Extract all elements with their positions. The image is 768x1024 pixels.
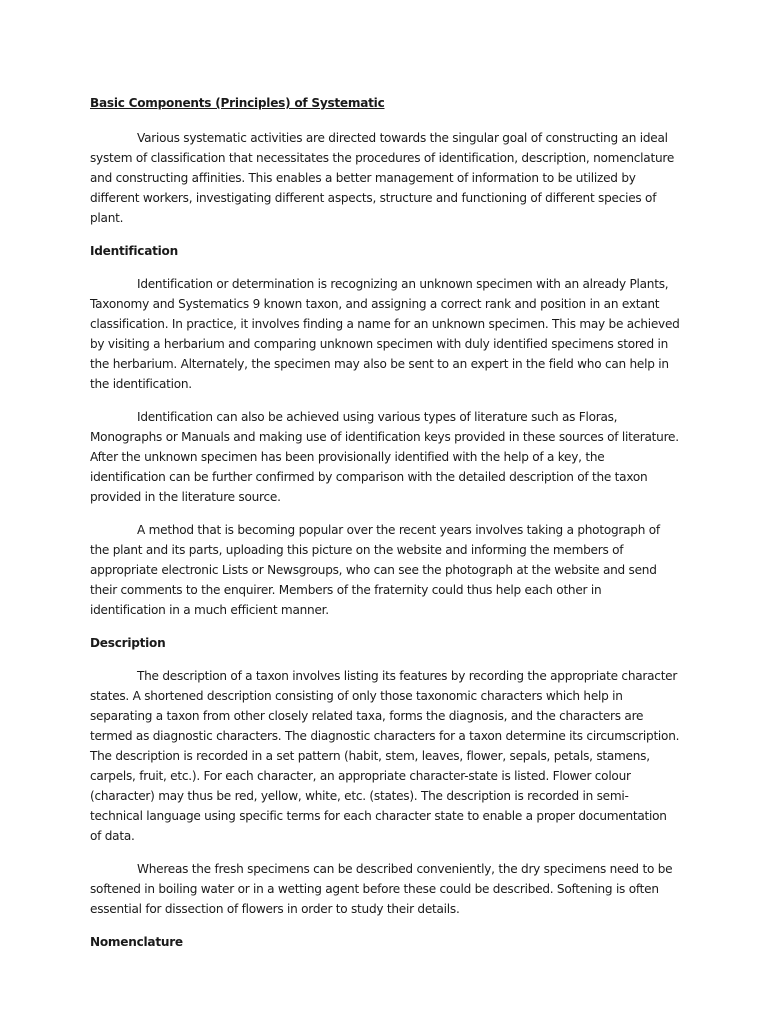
intro-paragraph: Various systematic activities are directed towards the singular goal of constructing an ideal system of classification that necessitates the procedures of identification, description, nomenclature and constructing affinities. This enables a better management of information to be utilized by different workers, investigating different aspects, structure and functioning of different species of plant. [90,131,675,225]
description-paragraph-1: The description of a taxon involves listing its features by recording the appropriate character states. A shortened description consisting of only those taxonomic characters which help in separating a taxon from other closely related taxa, forms the diagnosis, and the characters are termed as diagnostic characters. The diagnostic characters for a taxon determine its circumscription. The description is recorded in a set pattern (habit, stem, leaves, flower, sepals, petals, stamens, carpels, fruit, etc.). For each character, an appropriate character-state is listed. Flower colour (character) may thus be red, yellow, white, etc. (states). The description is recorded in semi-technical language using specific terms for each character state to enable a proper documentation of data. [90,669,680,843]
identification-paragraph-3: A method that is becoming popular over the recent years involves taking a photograph of the plant and its parts, uploading this picture on the website and informing the members of appropriate electronic Lists or Newsgroups, who can see the photograph at the website and send their comments to the enquirer. Members of the fraternity could thus help each other in identification in a much efficient manner. [90,523,660,617]
section-heading-nomenclature: Nomenclature [90,935,183,949]
description-paragraph-2: Whereas the fresh specimens can be described conveniently, the dry specimens need to be softened in boiling water or in a wetting agent before these could be described. Softening is often essential for dissection of flowers in order to study their details. [90,862,673,916]
section-heading-identification: Identification [90,244,178,258]
section-heading-description: Description [90,636,166,650]
identification-paragraph-2: Identification can also be achieved using various types of literature such as Floras, Monographs or Manuals and making use of identification keys provided in these sources of literature. After the unknown specimen has been provisionally identified with the help of a key, the identification can be further confirmed by comparison with the detailed description of the taxon provided in the literature source. [90,410,679,504]
document-page [90,93,680,965]
document-title: Basic Components (Principles) of Systematic [90,96,385,110]
identification-paragraph-1: Identification or determination is recognizing an unknown specimen with an already Plants, Taxonomy and Systematics 9 known taxon, and assigning a correct rank and position in an extant classification. In practice, it involves finding a name for an unknown specimen. This may be achieved by visiting a herbarium and comparing unknown specimen with duly identified specimens stored in the herbarium. Alternately, the specimen may also be sent to an expert in the field who can help in the identification. [90,277,680,391]
